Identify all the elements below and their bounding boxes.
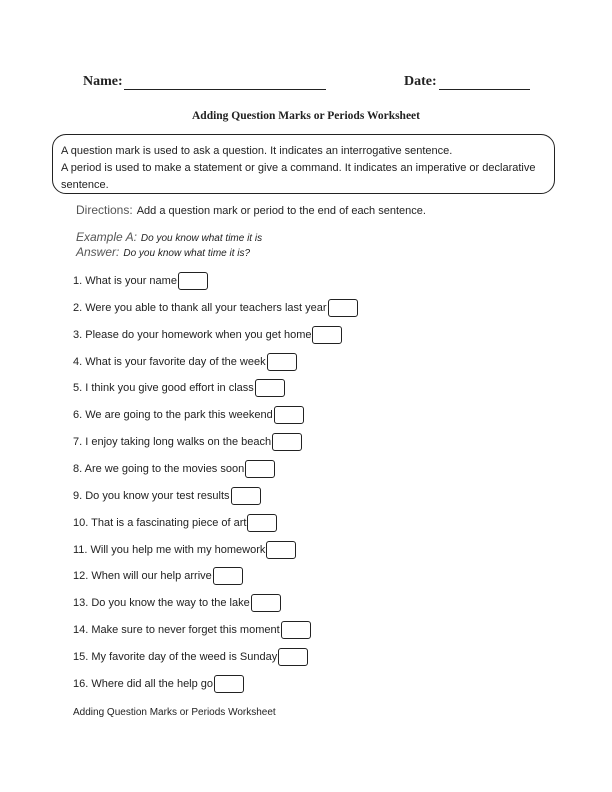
answer-box[interactable]: [278, 648, 308, 666]
footer-text: Adding Question Marks or Periods Worksheet: [73, 707, 276, 718]
info-question-mark: A question mark is used to ask a question. It indicates an interrogative sentence.: [61, 145, 453, 157]
answer-box[interactable]: [213, 567, 243, 585]
question-text: 15. My favorite day of the weed is Sunday: [73, 651, 278, 663]
question-text: 5. I think you give good effort in class: [73, 382, 254, 394]
question-9: [73, 487, 261, 505]
answer-label: Answer:: [76, 245, 120, 259]
answer-row: [76, 245, 250, 259]
question-text: 13. Do you know the way to the lake: [73, 597, 250, 609]
answer-box[interactable]: [274, 406, 304, 424]
question-text: 9. Do you know your test results: [73, 490, 230, 502]
worksheet-title: Adding Question Marks or Periods Worksheet: [192, 110, 420, 122]
question-text: 16. Where did all the help go: [73, 678, 214, 690]
question-15: [73, 648, 308, 666]
answer-text: Do you know what time it is?: [123, 248, 251, 259]
date-label: Date:: [404, 74, 437, 89]
question-1: [73, 272, 208, 290]
question-7: [73, 433, 302, 451]
question-13: [73, 594, 281, 612]
info-period: A period is used to make a statement or give a command. It indicates an imperative or declarative sentence.: [61, 162, 536, 191]
answer-box[interactable]: [214, 675, 244, 693]
question-text: 6. We are going to the park this weekend: [73, 409, 273, 421]
question-text: 7. I enjoy taking long walks on the beach: [73, 436, 272, 448]
question-text: 8. Are we going to the movies soon: [73, 463, 245, 475]
question-text: 14. Make sure to never forget this moment: [73, 624, 280, 636]
question-8: [73, 460, 275, 478]
header-row: [0, 74, 612, 94]
question-text: 4. What is your favorite day of the week: [73, 356, 266, 368]
question-11: [73, 541, 296, 559]
example-text: Do you know what time it is: [140, 233, 263, 244]
question-16: [73, 675, 244, 693]
question-text: 12. When will our help arrive: [73, 570, 212, 582]
question-14: [73, 621, 311, 639]
question-12: [73, 567, 243, 585]
question-text: 3. Please do your homework when you get home: [73, 329, 312, 341]
answer-box[interactable]: [251, 594, 281, 612]
answer-box[interactable]: [312, 326, 342, 344]
question-text: 1. What is your name: [73, 275, 177, 287]
answer-box[interactable]: [267, 353, 297, 371]
question-text: 10. That is a fascinating piece of art: [73, 517, 247, 529]
question-4: [73, 353, 297, 371]
question-10: [73, 514, 277, 532]
name-label: Name:: [83, 74, 123, 89]
answer-box[interactable]: [272, 433, 302, 451]
name-field-line[interactable]: [124, 89, 326, 90]
question-2: [73, 299, 358, 317]
directions-text: Add a question mark or period to the end of each sentence.: [136, 205, 426, 217]
question-text: 11. Will you help me with my homework: [73, 544, 266, 556]
date-field-line[interactable]: [439, 89, 530, 90]
answer-box[interactable]: [178, 272, 208, 290]
example-row: [76, 230, 262, 244]
directions-label: Directions:: [76, 203, 133, 217]
answer-box[interactable]: [255, 379, 285, 397]
example-label: Example A:: [76, 230, 137, 244]
answer-box[interactable]: [247, 514, 277, 532]
directions: [76, 203, 426, 217]
answer-box[interactable]: [328, 299, 358, 317]
info-box: [52, 134, 555, 194]
question-text: 2. Were you able to thank all your teachers last year: [73, 302, 327, 314]
question-5: [73, 379, 285, 397]
answer-box[interactable]: [231, 487, 261, 505]
answer-box[interactable]: [281, 621, 311, 639]
question-3: [73, 326, 342, 344]
answer-box[interactable]: [245, 460, 275, 478]
question-6: [73, 406, 304, 424]
answer-box[interactable]: [266, 541, 296, 559]
